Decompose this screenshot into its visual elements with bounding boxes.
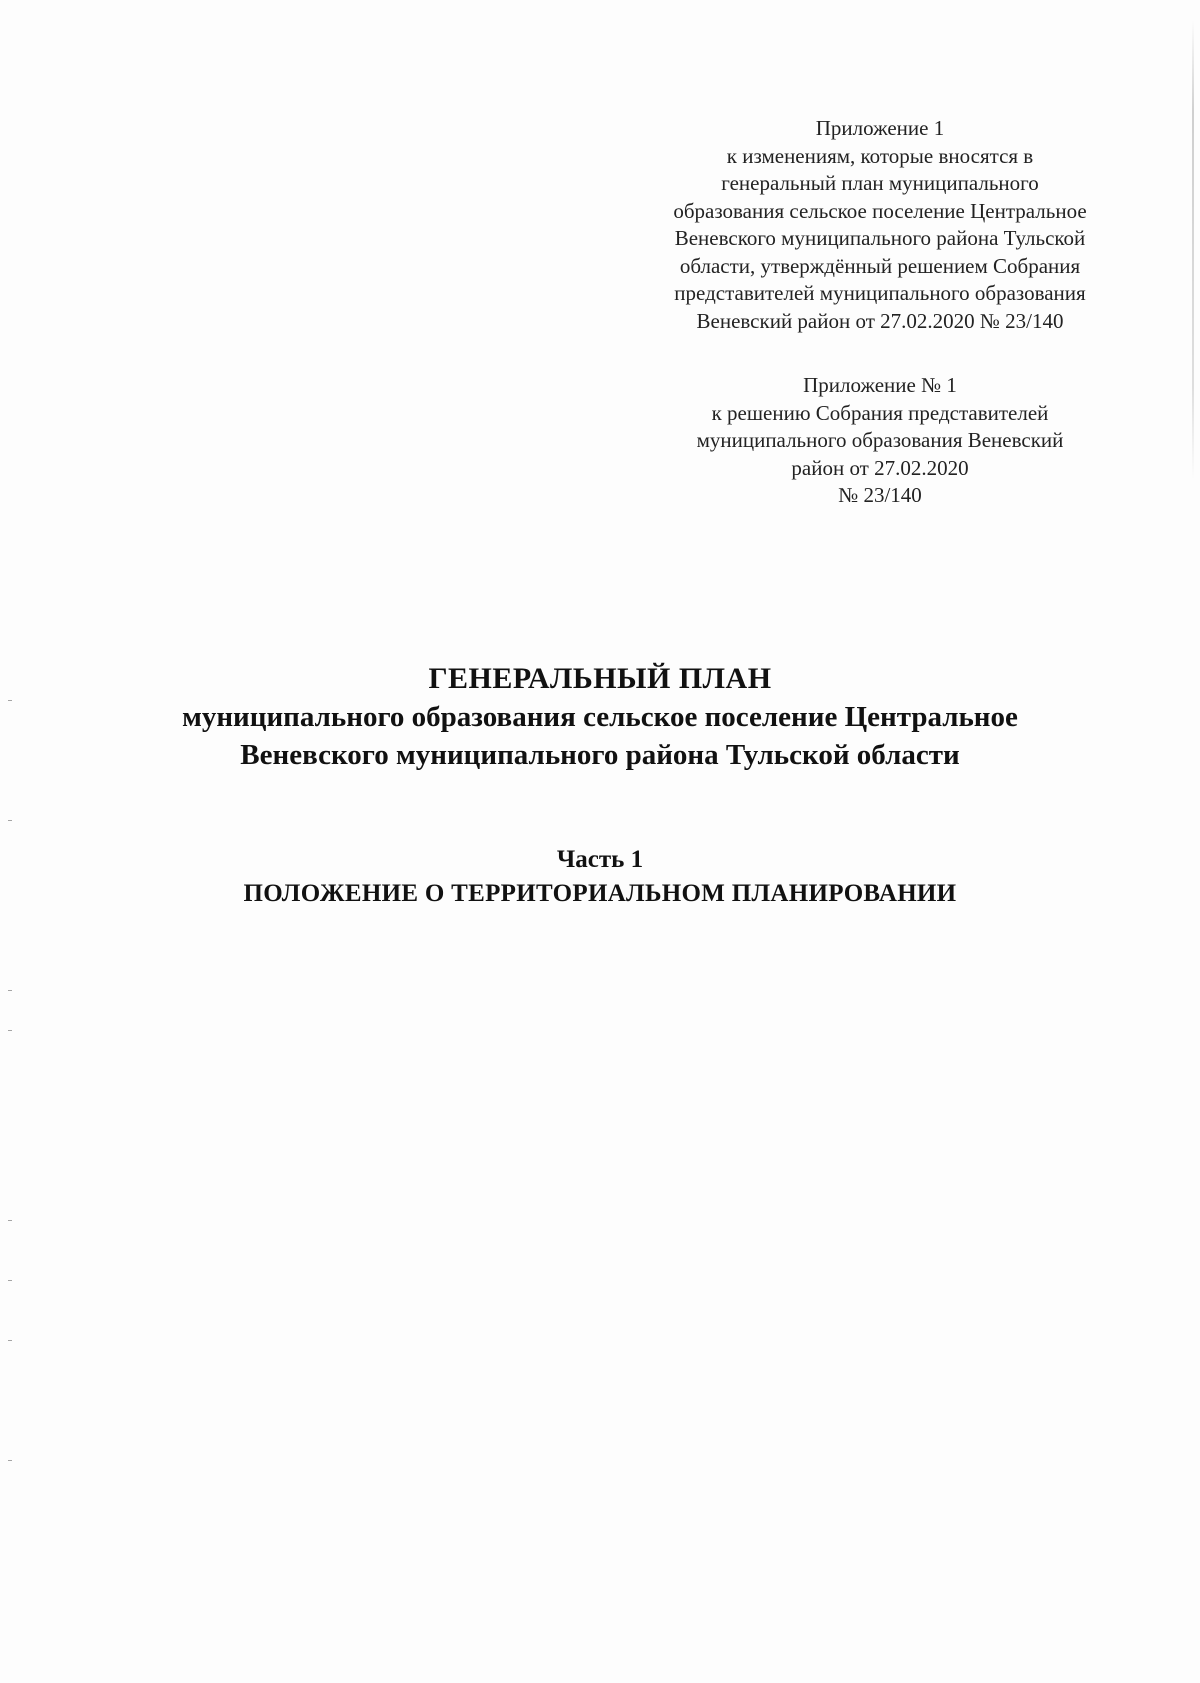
- part-heading-block: [0, 843, 1200, 911]
- appendix-2-line: к решению Собрания представителей: [711, 400, 1049, 425]
- margin-specks: [8, 700, 14, 1600]
- part-title: ПОЛОЖЕНИЕ О ТЕРРИТОРИАЛЬНОМ ПЛАНИРОВАНИИ: [243, 880, 957, 907]
- part-label: Часть 1: [556, 846, 644, 873]
- appendix-1-line: образования сельское поселение Центральное: [673, 198, 1087, 223]
- appendix-1-line: представителей муниципального образования: [674, 281, 1086, 305]
- document-title: ГЕНЕРАЛЬНЫЙ ПЛАН: [428, 662, 772, 695]
- appendix-1-line: области, утверждённый решением Собрания: [679, 253, 1081, 278]
- appendix-1-line: Веневского муниципального района Тульской: [674, 226, 1086, 250]
- appendix-1-line: Веневский район от 27.02.2020 № 23/140: [696, 308, 1064, 333]
- appendix-2-line: район от 27.02.2020: [791, 455, 969, 480]
- appendix-2-block: [640, 372, 1120, 510]
- document-subtitle-line: Веневского муниципального района Тульской области: [240, 739, 960, 771]
- appendix-1-block: [640, 115, 1120, 335]
- scan-edge-shadow: [1192, 20, 1194, 480]
- appendix-1-line: Приложение 1: [815, 116, 945, 140]
- appendix-2-line: муниципального образования Веневский: [696, 428, 1064, 452]
- appendix-1-line: генеральный план муниципального: [721, 171, 1039, 195]
- appendix-2-line: № 23/140: [838, 483, 922, 507]
- document-subtitle-line: муниципального образования сельское поселение Центральное: [182, 701, 1018, 733]
- appendix-1-line: к изменениям, которые вносятся в: [726, 143, 1034, 168]
- appendix-2-line: Приложение № 1: [803, 373, 957, 397]
- document-title-block: [0, 660, 1200, 774]
